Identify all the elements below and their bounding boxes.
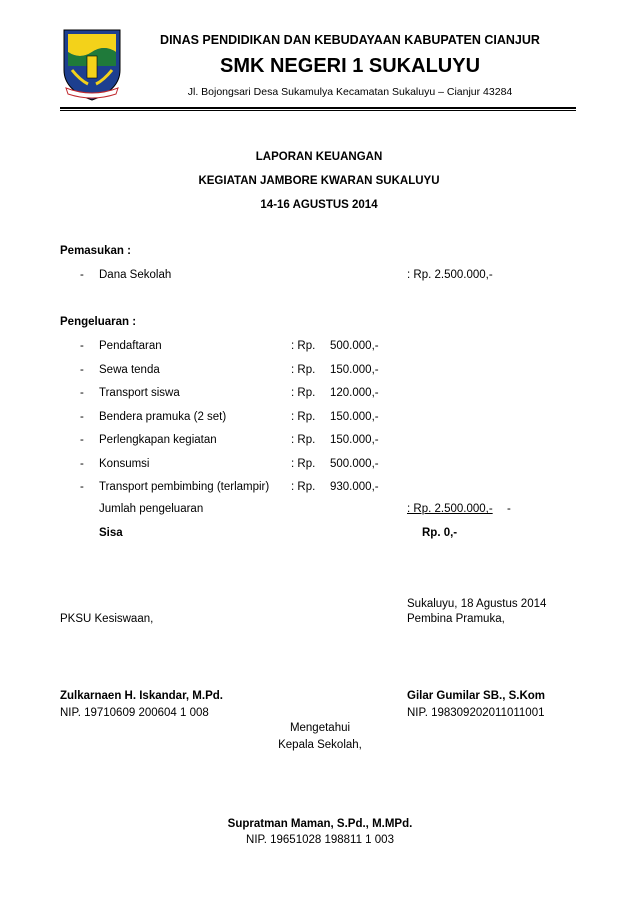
expense-amount: 500.000,- [330, 458, 379, 470]
expense-label: Bendera pramuka (2 set) [99, 411, 227, 423]
agency-name: DINAS PENDIDIKAN DAN KEBUDAYAAN KABUPATEN CIANJUR [160, 33, 540, 47]
income-heading: Pemasukan : [60, 245, 131, 257]
income-dash: - [80, 269, 84, 281]
report-date: 14-16 AGUSTUS 2014 [260, 199, 378, 211]
report-title: LAPORAN KEUANGAN [255, 151, 383, 163]
expense-currency: : Rp. [291, 481, 316, 493]
balance-label: Sisa [99, 527, 123, 539]
expense-label: Transport siswa [99, 387, 180, 399]
expense-total-label: Jumlah pengeluaran [99, 503, 204, 515]
expense-label: Pendaftaran [99, 340, 162, 352]
headmaster-name: Supratman Maman, S.Pd., M.MPd. [227, 818, 413, 830]
regency-emblem-icon [60, 26, 124, 102]
expense-total-amount: : Rp. 2.500.000,- [407, 503, 493, 515]
right-signer-role: Pembina Pramuka, [407, 613, 505, 625]
letterhead-rule-thin [60, 110, 576, 111]
expense-label: Perlengkapan kegiatan [99, 434, 217, 446]
acknowledged-by: Mengetahui [289, 722, 351, 734]
place-date: Sukaluyu, 18 Agustus 2014 [407, 598, 547, 610]
expense-amount: 150.000,- [330, 411, 379, 423]
headmaster-role: Kepala Sekolah, [278, 739, 362, 751]
expense-label: Konsumsi [99, 458, 150, 470]
expense-amount: 500.000,- [330, 340, 379, 352]
expense-dash: - [80, 434, 84, 446]
expense-amount: 930.000,- [330, 481, 379, 493]
expense-currency: : Rp. [291, 411, 316, 423]
left-signer-nip: NIP. 19710609 200604 1 008 [60, 707, 209, 719]
income-label: Dana Sekolah [99, 269, 172, 281]
letterhead-rule [60, 107, 576, 109]
expense-dash: - [80, 340, 84, 352]
report-subtitle: KEGIATAN JAMBORE KWARAN SUKALUYU [198, 175, 440, 187]
expense-dash: - [80, 458, 84, 470]
income-amount: : Rp. 2.500.000,- [407, 269, 493, 281]
headmaster-nip: NIP. 19651028 198811 1 003 [246, 834, 394, 846]
expense-currency: : Rp. [291, 434, 316, 446]
school-address: Jl. Bojongsari Desa Sukamulya Kecamatan Sukaluyu – Cianjur 43284 [187, 86, 513, 98]
expense-dash: - [80, 481, 84, 493]
expense-currency: : Rp. [291, 387, 316, 399]
expense-currency: : Rp. [291, 458, 316, 470]
expense-amount: 150.000,- [330, 434, 379, 446]
left-signer-role: PKSU Kesiswaan, [60, 613, 154, 625]
expense-label: Transport pembimbing (terlampir) [99, 481, 270, 493]
expense-dash: - [80, 364, 84, 376]
left-signer-name: Zulkarnaen H. Iskandar, M.Pd. [60, 690, 223, 702]
expense-amount: 150.000,- [330, 364, 379, 376]
expense-label: Sewa tenda [99, 364, 160, 376]
expense-currency: : Rp. [291, 364, 316, 376]
school-name: SMK NEGERI 1 SUKALUYU [219, 55, 481, 77]
expenses-heading: Pengeluaran : [60, 316, 137, 328]
expense-currency: : Rp. [291, 340, 316, 352]
right-signer-nip: NIP. 198309202011011001 [407, 707, 545, 719]
expense-dash: - [80, 411, 84, 423]
right-signer-name: Gilar Gumilar SB., S.Kom [407, 690, 546, 702]
expense-total-tail: - [507, 503, 511, 515]
expense-dash: - [80, 387, 84, 399]
balance-amount: Rp. 0,- [422, 527, 458, 539]
expense-amount: 120.000,- [330, 387, 379, 399]
